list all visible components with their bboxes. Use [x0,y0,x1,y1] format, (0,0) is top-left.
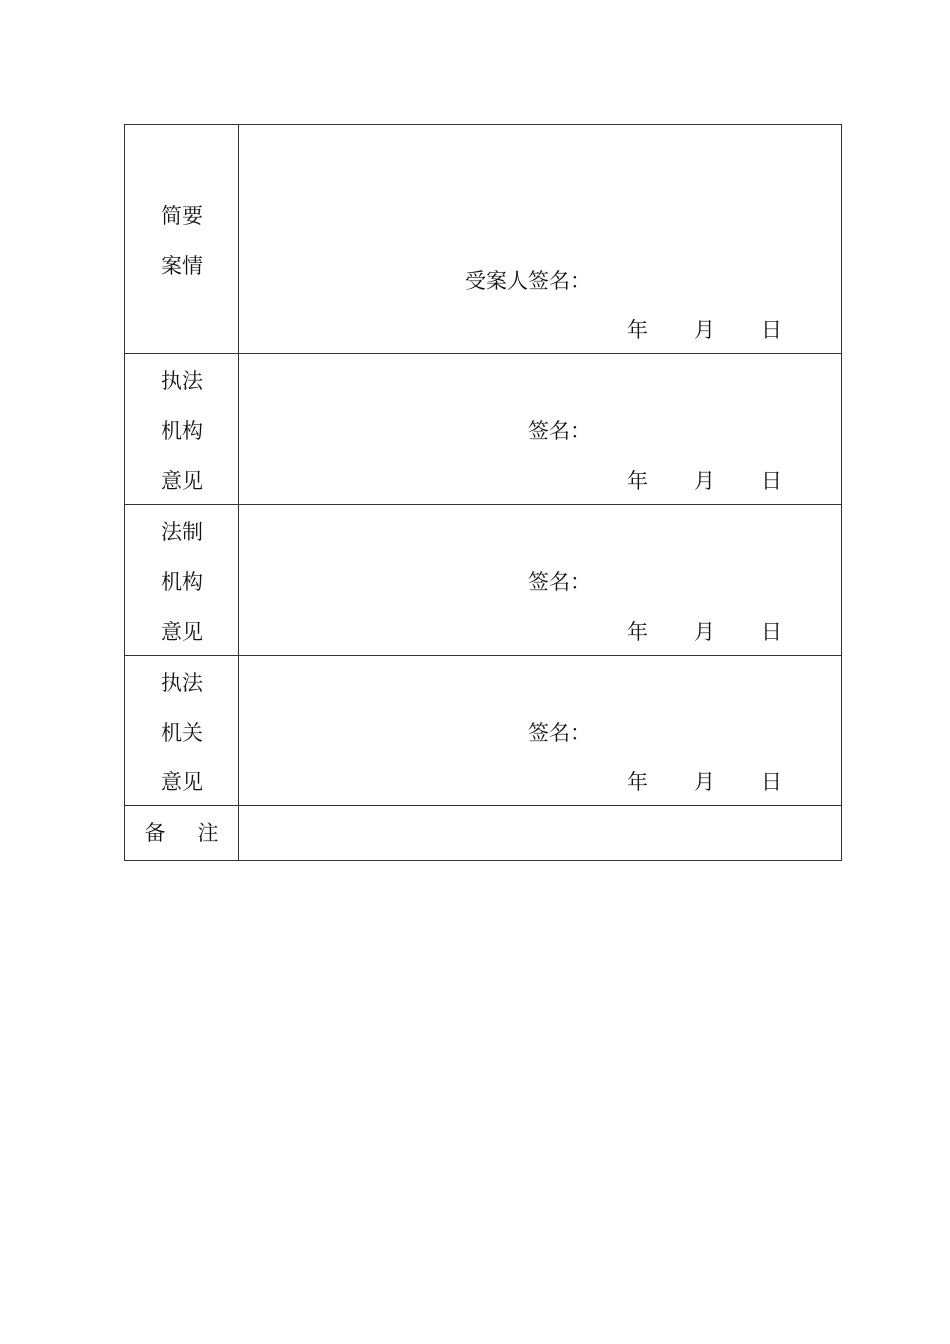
date-day-label: 日 [761,770,782,794]
row-label-legal-agency-opinion [125,505,239,656]
form-row-enforcement-authority-opinion [125,656,842,806]
date-day-label: 日 [761,620,782,644]
date-month-label: 月 [694,770,715,794]
date-line [627,770,782,794]
enforcement-agency-opinion-field[interactable] [239,354,842,505]
form-row-remarks [125,806,842,861]
date-line [627,318,782,342]
row-label-enforcement-authority-opinion [125,656,239,806]
remarks-label-right: 注 [197,821,219,845]
remarks-field[interactable] [239,806,842,861]
date-year-label: 年 [627,770,648,794]
date-day-label: 日 [761,469,782,493]
date-year-label: 年 [627,469,648,493]
remarks-label-left: 备 [144,821,166,845]
label-line: 执法 [161,671,203,695]
date-line [627,620,782,644]
label-line: 机构 [161,570,203,594]
form-row-legal-agency-opinion [125,505,842,656]
signature-label: 签名： [528,721,591,745]
label-line: 法制 [161,520,203,544]
label-line: 执法 [161,369,203,393]
label-line: 机关 [161,721,203,745]
label-line: 意见 [161,770,203,794]
enforcement-authority-opinion-field[interactable] [239,656,842,806]
approval-form-table [124,124,842,861]
row-label-remarks [125,806,239,861]
date-month-label: 月 [694,620,715,644]
legal-agency-opinion-field[interactable] [239,505,842,656]
date-day-label: 日 [761,318,782,342]
label-line: 案情 [161,254,203,278]
row-label-case-summary [125,125,239,354]
form-row-enforcement-agency-opinion [125,354,842,505]
date-year-label: 年 [627,318,648,342]
signature-label: 签名： [528,419,591,443]
date-month-label: 月 [694,318,715,342]
form-row-case-summary [125,125,842,354]
signature-label: 受案人签名： [465,269,591,293]
label-line: 意见 [161,469,203,493]
date-month-label: 月 [694,469,715,493]
label-line: 简要 [161,204,203,228]
row-label-enforcement-agency-opinion [125,354,239,505]
signature-label: 签名： [528,570,591,594]
label-line: 机构 [161,419,203,443]
case-summary-field[interactable] [239,125,842,354]
label-line: 意见 [161,620,203,644]
date-line [627,469,782,493]
date-year-label: 年 [627,620,648,644]
